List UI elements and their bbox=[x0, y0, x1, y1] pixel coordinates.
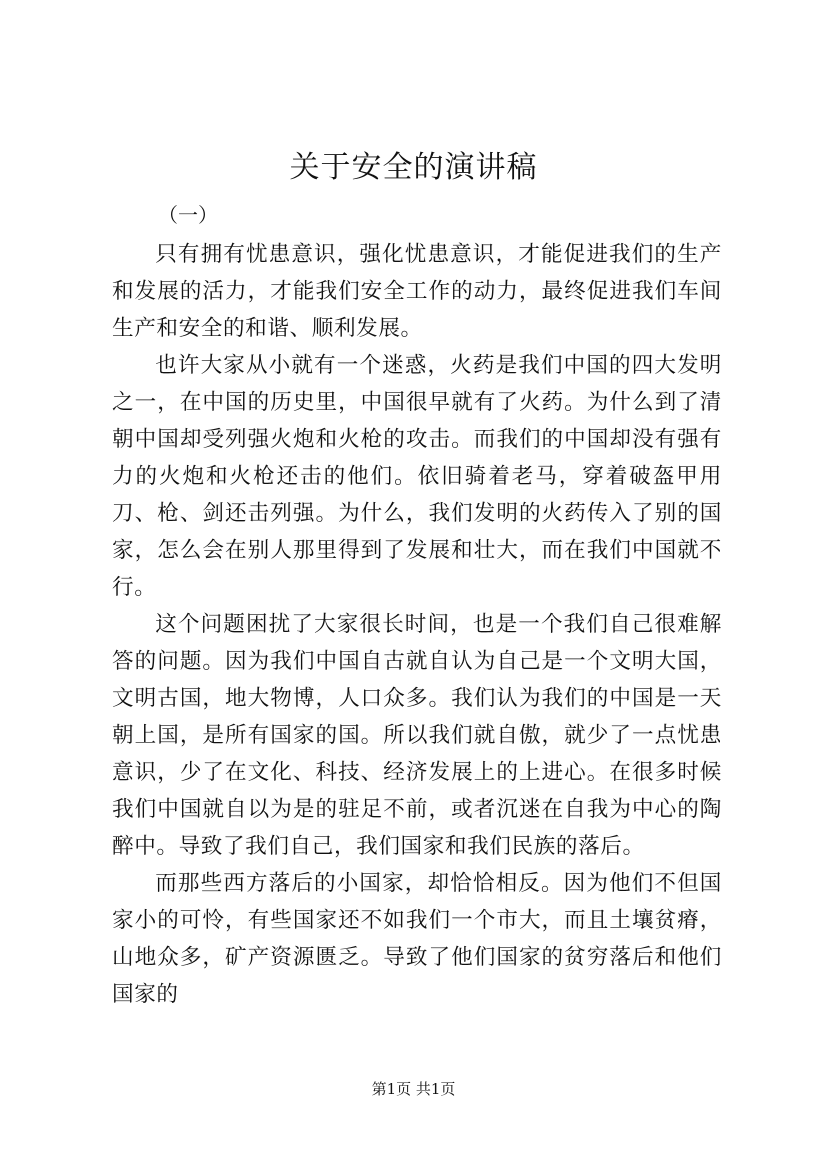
section-number: （一） bbox=[158, 203, 218, 227]
paragraph: 也许大家从小就有一个迷惑，火药是我们中国的四大发明之一，在中国的历史里，中国很早就有了火药。为什么到了清朝中国却受列强火炮和火枪的攻击。而我们的中国却没有强有力的火炮和火枪还击的他们。依旧骑着老马，穿着破盔甲用刀、枪、剑还击列强。为什么，我们发明的火药传入了别的国家，怎么会在别人那里得到了发展和壮大，而在我们中国就不行。 bbox=[112, 353, 722, 600]
paragraph: 只有拥有忧患意识，强化忧患意识，才能促进我们的生产和发展的活力，才能我们安全工作的动力，最终促进我们车间生产和安全的和谐、顺利发展。 bbox=[112, 242, 722, 341]
document-title: 关于安全的演讲稿 bbox=[289, 150, 538, 185]
page-footer: 第1页 共1页 bbox=[371, 1080, 456, 1098]
paragraph: 而那些西方落后的小国家，却恰恰相反。因为他们不但国家小的可怜，有些国家还不如我们一个市大，而且土壤贫瘠，山地众多，矿产资源匮乏。导致了他们国家的贫穷落后和他们国家的 bbox=[112, 871, 722, 1007]
document-body bbox=[112, 236, 722, 1013]
paragraph: 这个问题困扰了大家很长时间，也是一个我们自己很难解答的问题。因为我们中国自古就自认为自己是一个文明大国，文明古国，地大物博，人口众多。我们认为我们的中国是一天朝上国，是所有国家的国。所以我们就自傲，就少了一点忧患意识，少了在文化、科技、经济发展上的上进心。在很多时候我们中国就自以为是的驻足不前，或者沉迷在自我为中心的陶醉中。导致了我们自己，我们国家和我们民族的落后。 bbox=[112, 612, 722, 859]
